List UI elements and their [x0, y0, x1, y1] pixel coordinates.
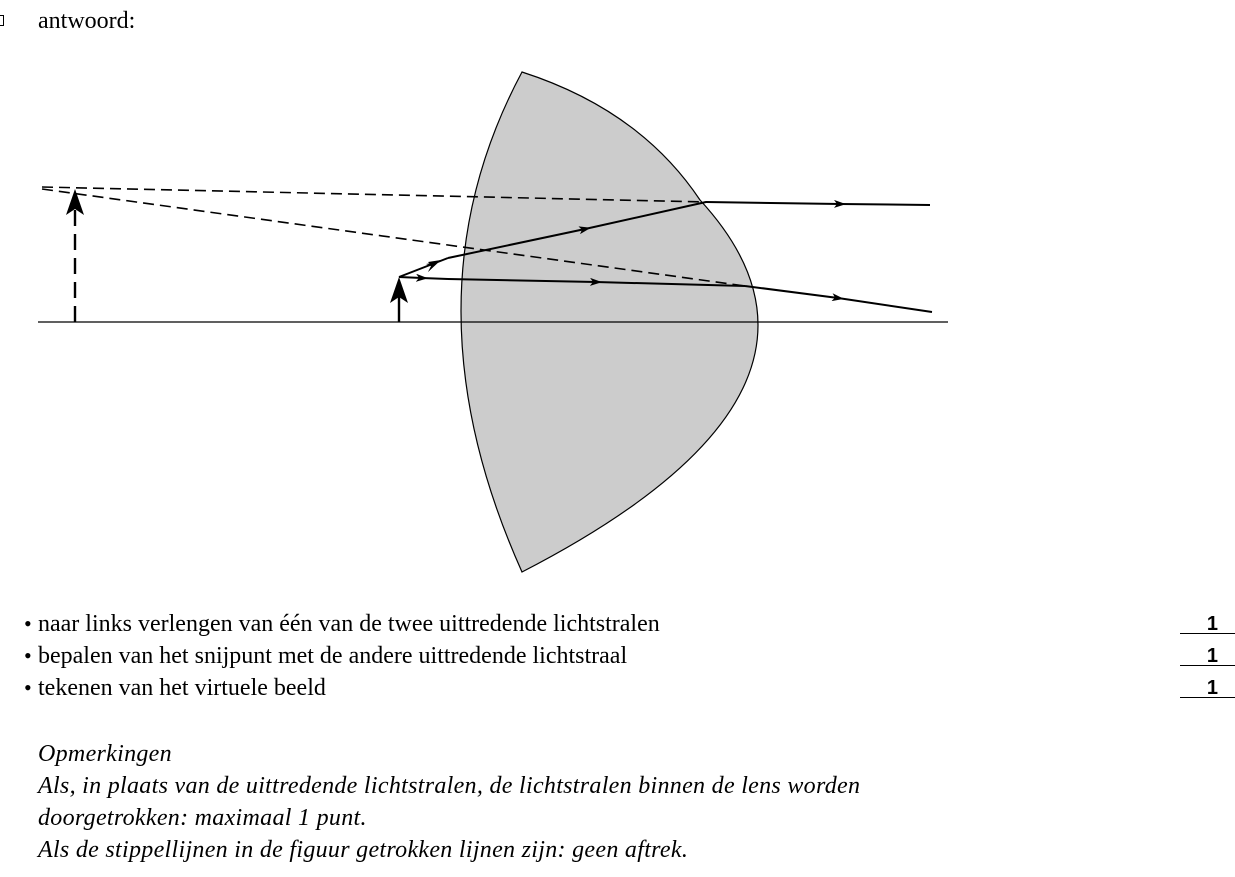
- criterion-row: [24, 608, 1235, 640]
- criterion-text: tekenen van het virtuele beeld: [38, 675, 326, 701]
- bullet: •: [24, 643, 32, 668]
- remarks-line: Als de stippellijnen in de figuur getrokken lijnen zijn: geen aftrek.: [38, 837, 689, 863]
- light-ray-lower-incident: [399, 277, 448, 279]
- light-ray-upper-incident: [399, 258, 448, 277]
- criterion-text: bepalen van het snijpunt met de andere uittredende lichtstraal: [38, 643, 628, 669]
- criterion-row: [24, 672, 1235, 704]
- remarks-title: Opmerkingen: [38, 741, 172, 767]
- remarks-line: doorgetrokken: maximaal 1 punt.: [38, 805, 367, 831]
- remarks-line: Als, in plaats van de uittredende lichtstralen, de lichtstralen binnen de lens worden: [38, 773, 861, 799]
- criterion-points: 1: [1180, 640, 1235, 666]
- answer-label: antwoord:: [38, 8, 136, 34]
- criterion-row: [24, 640, 1235, 672]
- light-ray-lower-emerging: [745, 286, 932, 312]
- criterion-points: 1: [1180, 608, 1235, 634]
- criterion-points: 1: [1180, 672, 1235, 698]
- bullet: •: [24, 611, 32, 636]
- scoring-criteria: [24, 608, 1235, 704]
- remarks-section: [38, 738, 860, 866]
- bullet: •: [24, 675, 32, 700]
- light-ray-upper-emerging: [706, 202, 930, 205]
- criterion-text: naar links verlengen van één van de twee uittredende lichtstralen: [38, 611, 660, 637]
